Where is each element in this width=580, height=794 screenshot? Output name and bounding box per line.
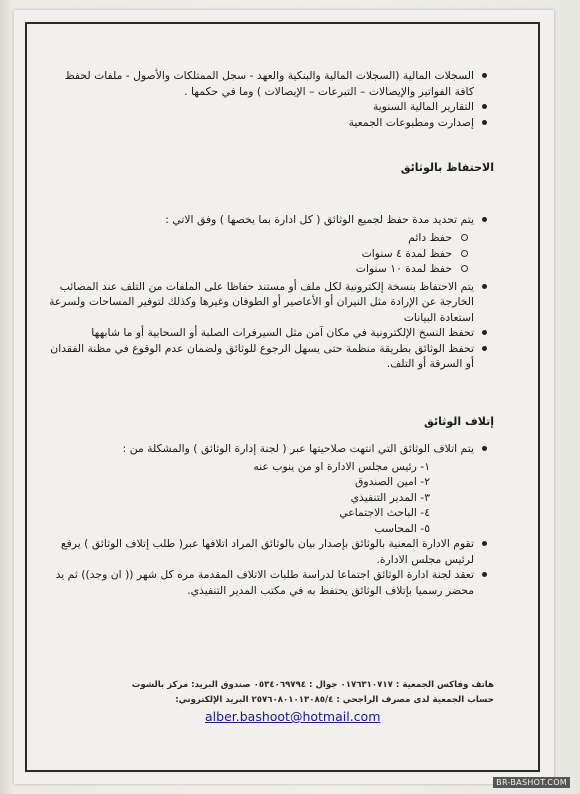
list-item: حفظ لمدة ١٠ سنوات [44, 261, 454, 277]
list-item: تعقد لجنة ادارة الوثائق اجتماعا لدراسة طلبات الاتلاف المقدمة مره كل شهر (( ان وجد)) ثم يد محضر رسميا بإتلاف الوثائق يحتفظ به في مكتب المدير التنفيذي. [44, 567, 474, 598]
footer-bank-line: حساب الجمعية لدى مصرف الراجحي : ٢٥٧٦٠٨٠١٠١٣٠٨٥/٤ البريد الإلكتروني: [175, 695, 494, 705]
document-body [44, 68, 494, 598]
list-item: السجلات المالية (السجلات المالية والبنكية والعهد - سجل الممتلكات والأصول - ملفات لحفظ كافة الفواتير والإيصالات – التبرعات – الإيصالات ) وما في حكمها . [44, 68, 474, 99]
committee-members [44, 459, 474, 537]
list-item [44, 212, 474, 277]
list-item: حفظ لمدة ٤ سنوات [44, 246, 454, 262]
section-heading-disposal: إتلاف الوثائق [424, 414, 494, 428]
list-item: حفظ دائم [44, 230, 454, 246]
footer-phone-line: هاتف وفاكس الجمعية : ٠١٧٦٣١٠٧١٧ جوال : ٠٥٣٤٠٦٩٧٩٤ صندوق البريد: مركز بالشوت [131, 680, 494, 690]
list-item: ٣- المدير التنفيذي [350, 490, 430, 504]
list-item: ١- رئيس مجلس الادارة او من ينوب عنه [253, 459, 430, 473]
list-item: ٤- الباحث الاجتماعي [339, 506, 430, 519]
disposal-intro: يتم اتلاف الوثائق التي انتهت صلاحيتها عبر ( لجنة إدارة الوثائق ) والمشكلة من : [122, 442, 474, 455]
list-item: إصدارت ومطبوعات الجمعية [44, 115, 474, 131]
contact-footer [74, 678, 494, 708]
site-watermark: BR-BASHOT.COM [493, 777, 570, 788]
list-item: تحفظ النسخ الإلكترونية في مكان آمن مثل السيرفرات الصلبة أو السحابية أو ما شابهها [44, 325, 474, 341]
list-item: يتم الاحتفاظ بنسخة إلكترونية لكل ملف أو مستند حفاظا على الملفات من التلف عند المصائب الخارجة عن الإرادة مثل النيران أو الأعاصير أو الطوفان وغيرها وكذلك لتوفير المساحات ولسرعة استعادة البيانات [44, 279, 474, 326]
list-item: التقارير المالية السنوية [44, 99, 474, 115]
document-page [14, 10, 554, 784]
records-list [44, 68, 494, 130]
disposal-list [44, 441, 494, 598]
list-item [44, 441, 474, 536]
section-heading-retention: الاحتفاظ بالوثائق [400, 161, 494, 174]
list-item: ٢- امين الصندوق [354, 475, 430, 488]
list-item: تحفظ الوثائق بطريقة منظمة حتى يسهل الرجوع للوثائق ولضمان عدم الوقوع في مظنة الفقدان أو السرقة أو التلف. [44, 341, 474, 372]
list-item: ٥- المحاسب [374, 521, 430, 535]
retention-periods [44, 230, 474, 277]
email-link[interactable]: alber.bashoot@hotmail.com [205, 709, 381, 724]
list-item: تقوم الادارة المعنية بالوثائق بإصدار بيان بالوثائق المراد اتلافها عبر( طلب إتلاف الوثائق ) يرفع لرئيس مجلس الادارة. [44, 536, 474, 567]
retention-intro: يتم تحديد مدة حفظ لجميع الوثائق ( كل ادارة بما يخصها ) وفق الاتي : [165, 212, 474, 226]
retention-list [44, 212, 494, 372]
